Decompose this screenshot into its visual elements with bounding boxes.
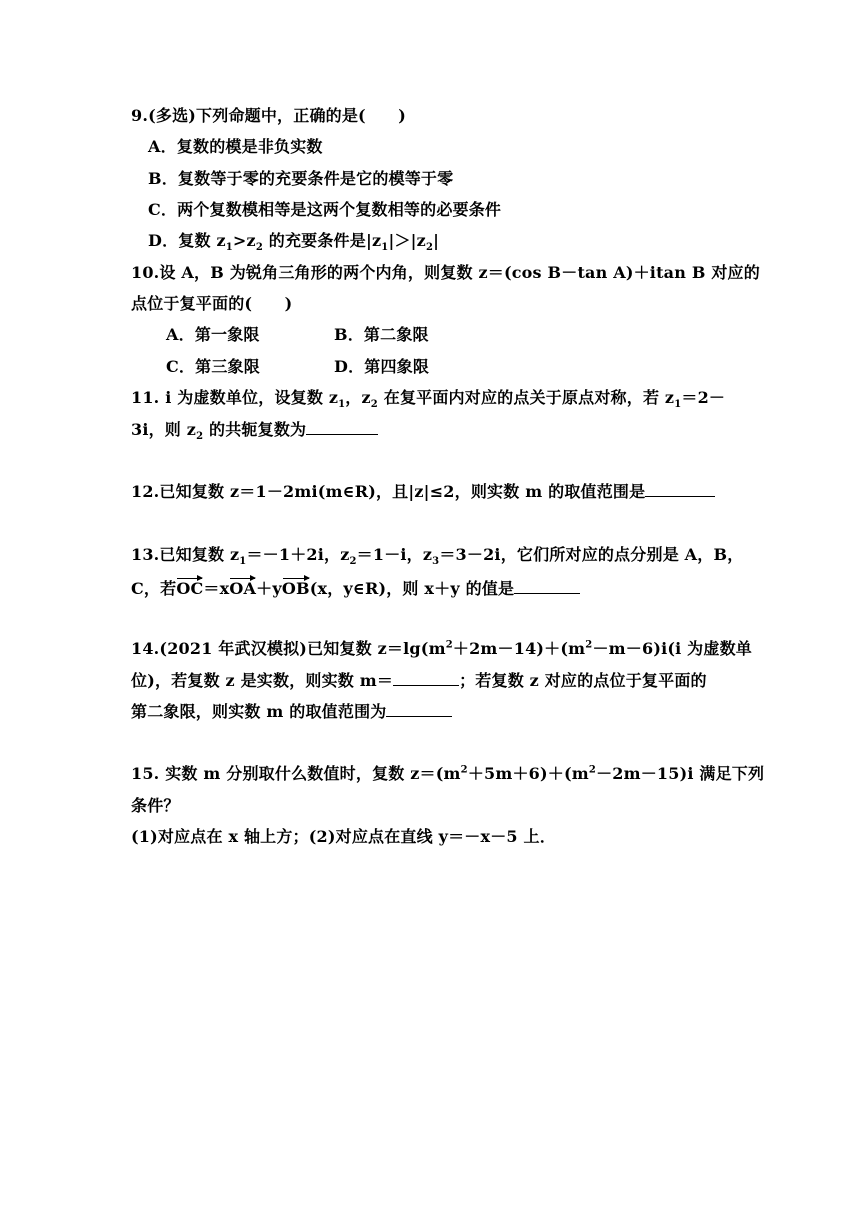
vector-oc: OC xyxy=(176,579,204,598)
option-text: D．复数 z xyxy=(148,231,226,250)
question-13-text: ＝－1＋2i，z xyxy=(246,545,350,564)
subscript: 2 xyxy=(196,431,204,443)
question-11-line-2 xyxy=(131,420,378,443)
subscript: 2 xyxy=(255,242,263,254)
answer-blank[interactable] xyxy=(645,482,715,497)
subscript: 1 xyxy=(674,399,682,411)
question-10-text: 点位于复平面的( ) xyxy=(131,294,293,313)
question-13-text: C，若 xyxy=(131,579,177,598)
question-15-line-3 xyxy=(131,827,556,847)
subscript: 1 xyxy=(225,242,233,254)
question-10-option-b xyxy=(334,325,429,345)
question-11-text: 3i，则 z xyxy=(131,420,197,439)
superscript: 2 xyxy=(588,764,597,776)
option-text: >z xyxy=(232,231,256,250)
question-14-text: ；若复数 z 对应的点位于复平面的 xyxy=(459,671,707,690)
question-14-text: 14.(2021 年武汉模拟)已知复数 z＝lg(m xyxy=(131,639,446,658)
answer-blank[interactable] xyxy=(514,579,580,594)
question-9-stem xyxy=(131,106,406,126)
question-13-line-1 xyxy=(131,545,744,568)
question-9-option-d xyxy=(148,231,440,254)
subscript: 1 xyxy=(239,556,247,568)
subscript: 2 xyxy=(349,556,357,568)
question-11-text: 在复平面内对应的点关于原点对称，若 z xyxy=(377,388,675,407)
question-13-text: ＋y xyxy=(256,579,282,598)
question-10-option-d xyxy=(334,357,429,377)
question-14-text: 位)，若复数 z 是实数，则实数 m＝ xyxy=(131,671,394,690)
question-11-text: ，z xyxy=(345,388,371,407)
question-15-text: ＋5m＋6)＋(m xyxy=(467,764,589,783)
question-13-text: ＝1－i，z xyxy=(356,545,433,564)
question-9-option-a xyxy=(148,137,323,157)
option-text: B．复数等于零的充要条件是它的模等于零 xyxy=(148,169,454,188)
option-text: 的充要条件是|z xyxy=(262,231,382,250)
question-14-line-3 xyxy=(131,702,452,722)
question-13-text: ＝3－2i，它们所对应的点分别是 A，B， xyxy=(439,545,744,564)
question-10-option-c xyxy=(166,357,260,377)
question-13-text: 13.已知复数 z xyxy=(131,545,240,564)
question-15-text: 条件？ xyxy=(131,796,180,815)
question-11-line-1 xyxy=(131,388,726,411)
superscript: 2 xyxy=(585,639,593,651)
superscript: 2 xyxy=(460,764,468,776)
answer-blank[interactable] xyxy=(306,420,378,435)
subscript: 1 xyxy=(381,242,389,254)
question-9-text: 9.(多选)下列命题中，正确的是( ) xyxy=(131,106,406,125)
question-11-text: ＝2－ xyxy=(681,388,726,407)
answer-blank[interactable] xyxy=(393,671,459,686)
vector-ob: OB xyxy=(281,579,310,598)
question-10-stem-line-1 xyxy=(131,263,760,283)
question-12-line-1 xyxy=(131,482,715,502)
question-15-line-2 xyxy=(131,796,180,816)
question-10-text: 10.设 A，B 为锐角三角形的两个内角，则复数 z＝(cos B－tan A)＋itan B 对应的 xyxy=(131,263,760,282)
option-text: C．第三象限 xyxy=(166,357,260,376)
question-14-text: ＋2m－14)＋(m xyxy=(452,639,586,658)
question-14-line-1 xyxy=(131,639,752,659)
option-text: |＞|z xyxy=(388,231,426,250)
question-14-text: －m－6)i(i 为虚数单 xyxy=(592,639,752,658)
question-15-text: 15. 实数 m 分别取什么数值时，复数 z＝(m xyxy=(131,764,461,783)
question-14-line-2 xyxy=(131,671,707,691)
question-9-option-c xyxy=(148,200,501,220)
option-text: C．两个复数模相等是这两个复数相等的必要条件 xyxy=(148,200,502,219)
question-15-text: (1)对应点在 x 轴上方；(2)对应点在直线 y＝－x－5 上． xyxy=(131,827,556,846)
question-11-text: 11. i 为虚数单位，设复数 z xyxy=(131,388,339,407)
option-text: A．第一象限 xyxy=(166,325,260,344)
option-text: A．复数的模是非负实数 xyxy=(148,137,323,156)
question-12-text: 12.已知复数 z＝1－2mi(m∈R)，且|z|≤2，则实数 m 的取值范围是 xyxy=(131,482,646,501)
subscript: 2 xyxy=(370,399,378,411)
option-text: B．第二象限 xyxy=(334,325,429,344)
vector-oa: OA xyxy=(229,579,257,598)
superscript: 2 xyxy=(445,639,453,651)
question-13-text: (x，y∈R)，则 x＋y 的值是 xyxy=(309,579,515,598)
question-13-text: ＝x xyxy=(203,579,230,598)
question-14-text: 第二象限，则实数 m 的取值范围为 xyxy=(131,702,387,721)
question-15-line-1 xyxy=(131,764,764,784)
option-text: D．第四象限 xyxy=(334,357,430,376)
question-10-option-a xyxy=(166,325,260,345)
subscript: 3 xyxy=(432,556,440,568)
subscript: 1 xyxy=(338,399,346,411)
question-15-text: －2m－15)i 满足下列 xyxy=(596,764,765,783)
question-13-line-2 xyxy=(131,579,580,599)
option-text: | xyxy=(433,231,440,250)
question-11-text: 的共轭复数为 xyxy=(203,420,307,439)
answer-blank[interactable] xyxy=(386,702,452,717)
question-10-stem-line-2 xyxy=(131,294,292,314)
subscript: 2 xyxy=(425,242,434,254)
question-9-option-b xyxy=(148,169,453,189)
